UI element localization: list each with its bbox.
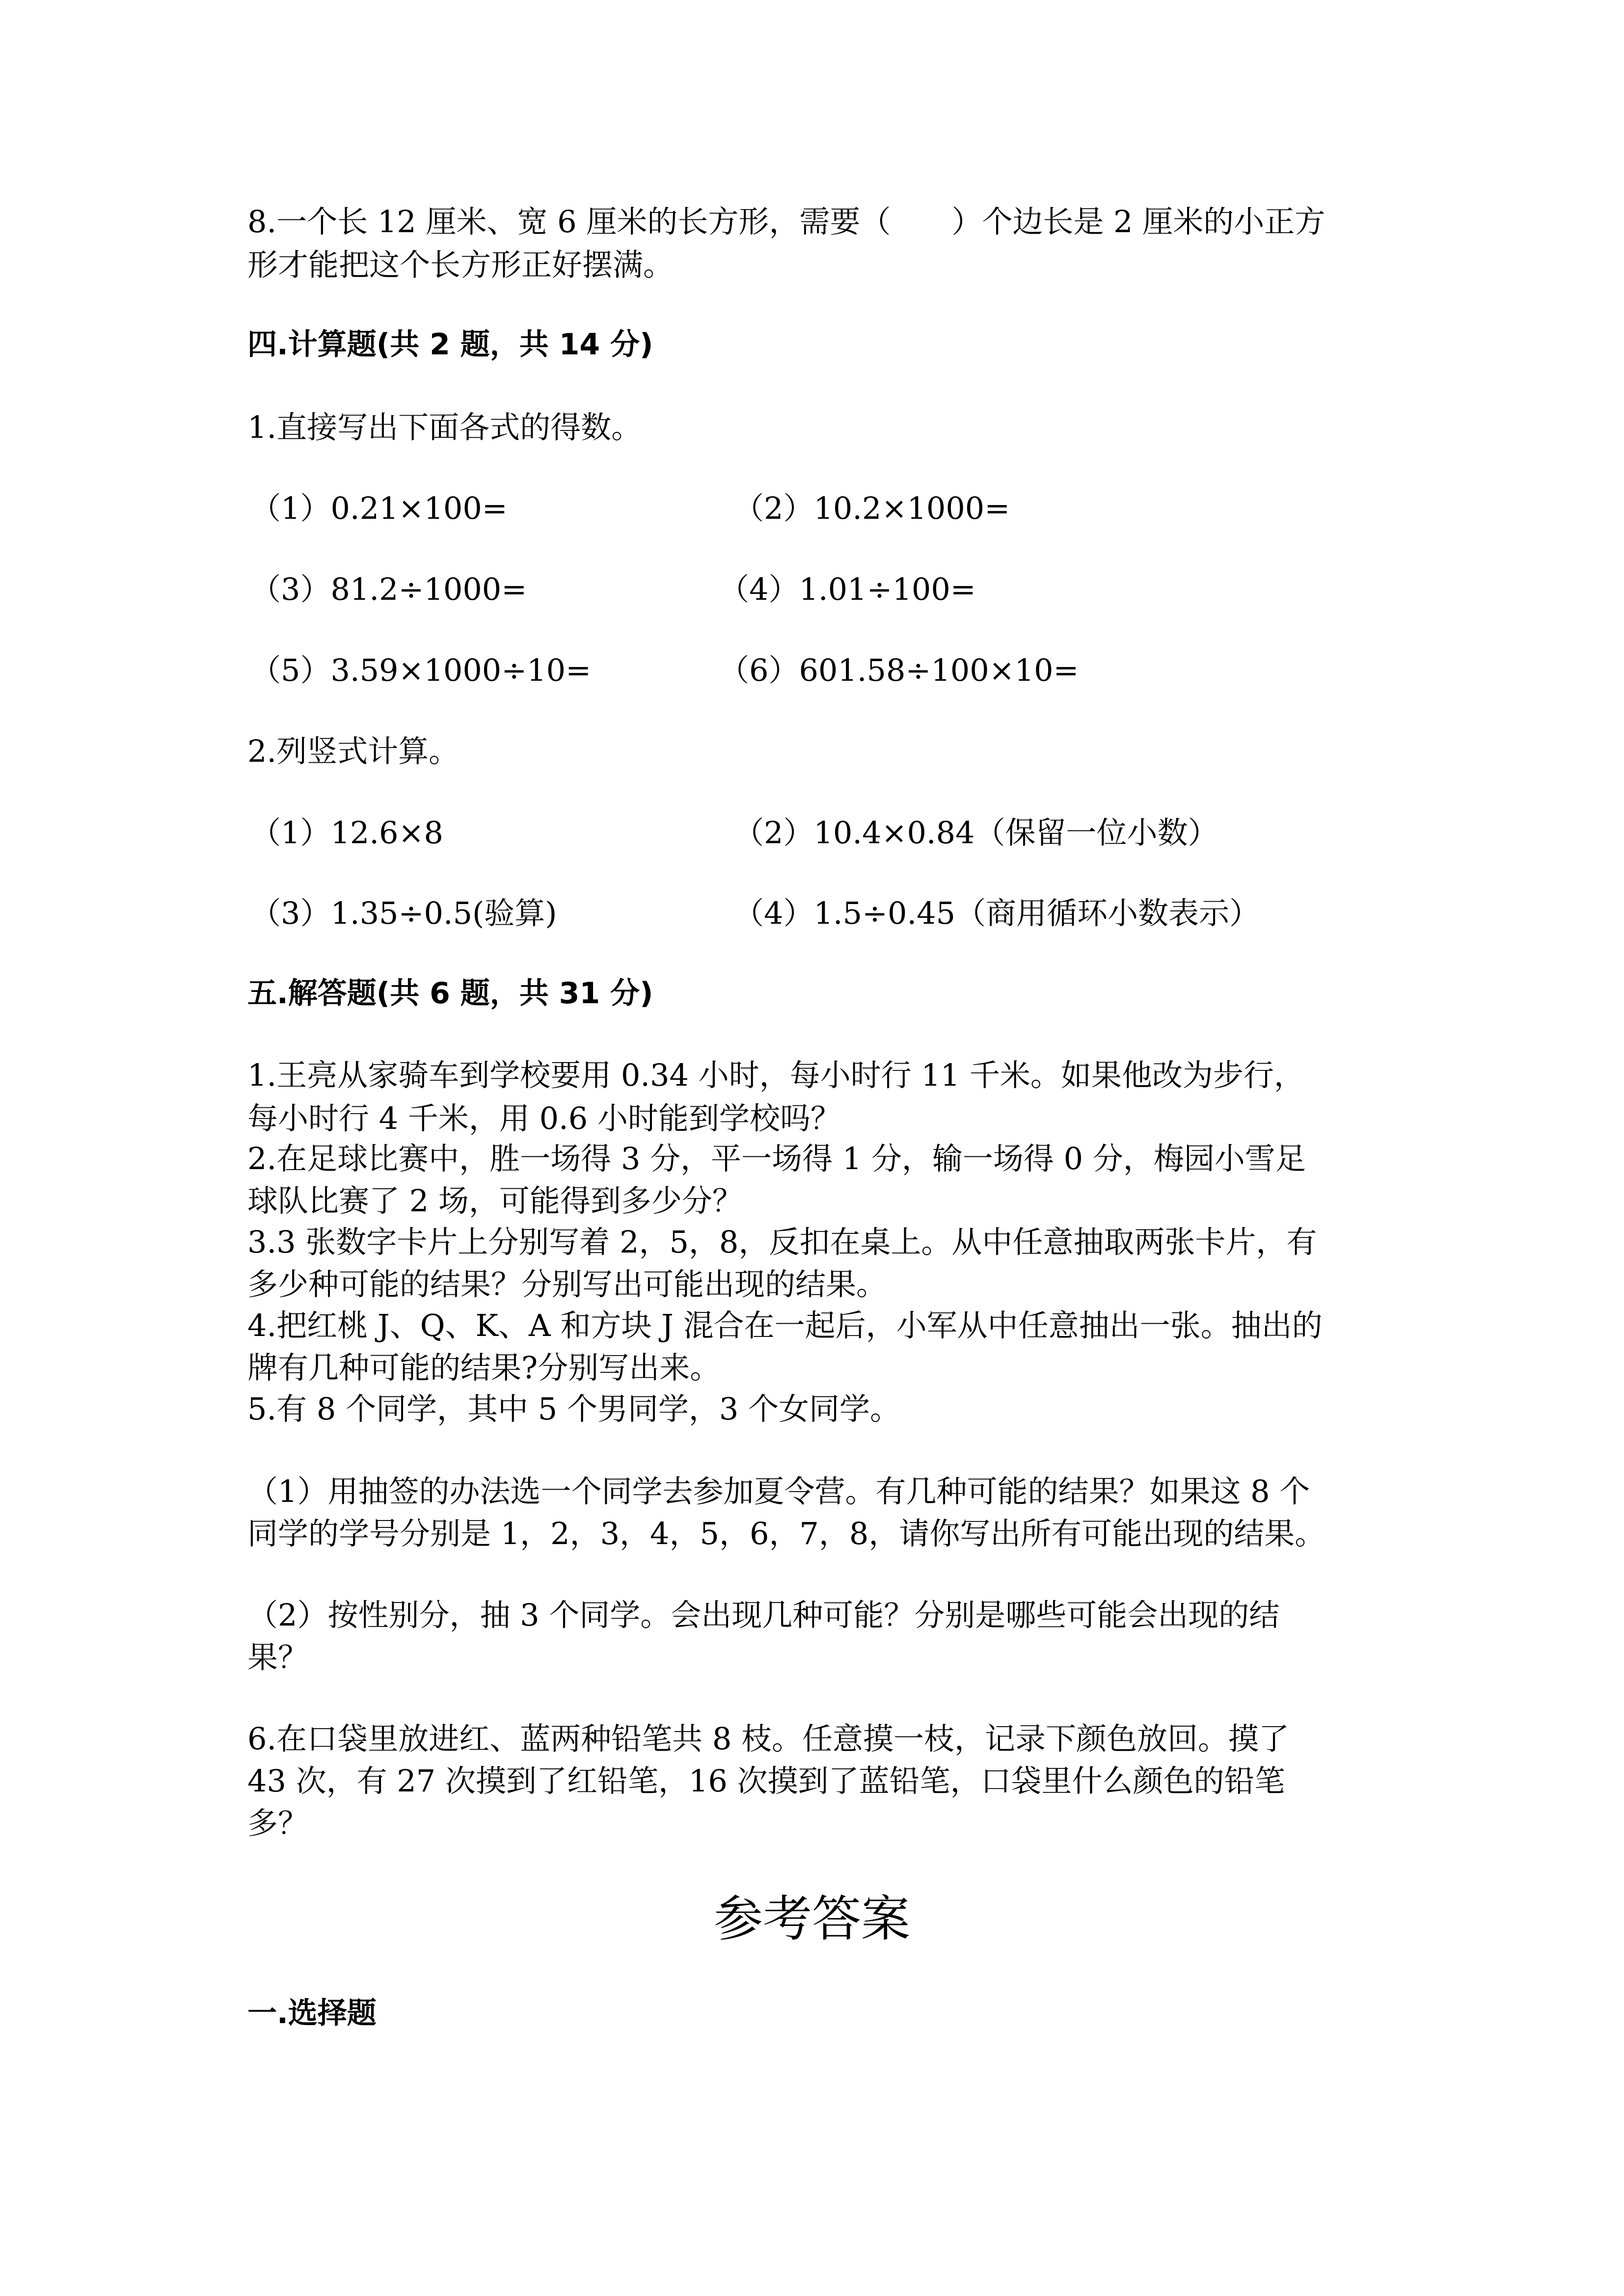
answers-title: 参考答案 xyxy=(714,1890,910,1948)
word-problem-line: 1.王亮从家骑车到学校要用 0.34 小时，每小时行 11 千米。如果他改为步行， xyxy=(247,1057,1304,1093)
word-problem-line: 6.在口袋里放进红、蓝两种铅笔共 8 枝。任意摸一枝，记录下颜色放回。摸了 xyxy=(247,1721,1290,1757)
calc-q2-item-2: （2）10.4×0.84（保留一位小数） xyxy=(733,815,1218,851)
calc-q1-prompt: 1.直接写出下面各式的得数。 xyxy=(247,409,642,445)
word-problem-line: （1）用抽签的办法选一个同学去参加夏令营。有几种可能的结果？如果这 8 个 xyxy=(247,1473,1310,1509)
calc-q1-item-6: （6）601.58÷100×10= xyxy=(719,652,1079,688)
calc-q1-item-2: （2）10.2×1000= xyxy=(733,490,1010,526)
calc-q1-item-5: （5）3.59×1000÷10= xyxy=(250,652,592,688)
question-8-line-2: 形才能把这个长方形正好摆满。 xyxy=(247,247,674,283)
calc-q1-item-1: （1）0.21×100= xyxy=(250,490,508,526)
word-problem-line: 4.把红桃 J、Q、K、A 和方块 J 混合在一起后，小军从中任意抽出一张。抽出的 xyxy=(247,1308,1323,1343)
question-8-line-1: 8.一个长 12 厘米、宽 6 厘米的长方形，需要（ ）个边长是 2 厘米的小正方 xyxy=(247,204,1326,240)
word-problem-line: （2）按性别分，抽 3 个同学。会出现几种可能？分别是哪些可能会出现的结 xyxy=(247,1597,1280,1633)
word-problem-line: 球队比赛了 2 场，可能得到多少分？ xyxy=(247,1183,743,1219)
answers-section-1-title: 一.选择题 xyxy=(247,1996,377,2030)
word-problem-line: 牌有几种可能的结果?分别写出来。 xyxy=(247,1350,721,1386)
calc-q1-item-4: （4）1.01÷100= xyxy=(719,571,976,607)
word-problem-line: 多少种可能的结果？分别写出可能出现的结果。 xyxy=(247,1266,887,1302)
word-problem-line: 43 次，有 27 次摸到了红铅笔，16 次摸到了蓝铅笔，口袋里什么颜色的铅笔 xyxy=(247,1763,1285,1799)
calc-q1-item-3: （3）81.2÷1000= xyxy=(250,571,527,607)
word-problem-line: 5.有 8 个同学，其中 5 个男同学，3 个女同学。 xyxy=(247,1391,901,1427)
word-problem-line: 2.在足球比赛中，胜一场得 3 分，平一场得 1 分，输一场得 0 分，梅园小雪足 xyxy=(247,1141,1306,1176)
word-problem-line: 每小时行 4 千米，用 0.6 小时能到学校吗？ xyxy=(247,1100,841,1136)
word-problem-line: 3.3 张数字卡片上分别写着 2，5，8，反扣在桌上。从中任意抽取两张卡片，有 xyxy=(247,1224,1317,1260)
word-problem-line: 同学的学号分别是 1，2，3，4，5，6，7，8，请你写出所有可能出现的结果。 xyxy=(247,1516,1326,1551)
word-problem-line: 果？ xyxy=(247,1639,309,1675)
word-problem-line: 多？ xyxy=(247,1805,309,1841)
section-5-title: 五.解答题(共 6 题，共 31 分) xyxy=(247,976,653,1011)
calc-q2-item-3: （3）1.35÷0.5(验算) xyxy=(250,895,557,931)
section-4-title: 四.计算题(共 2 题，共 14 分) xyxy=(247,327,653,362)
calc-q2-item-1: （1）12.6×8 xyxy=(250,815,443,851)
calc-q2-item-4: （4）1.5÷0.45（商用循环小数表示） xyxy=(733,895,1260,931)
calc-q2-prompt: 2.列竖式计算。 xyxy=(247,733,460,769)
